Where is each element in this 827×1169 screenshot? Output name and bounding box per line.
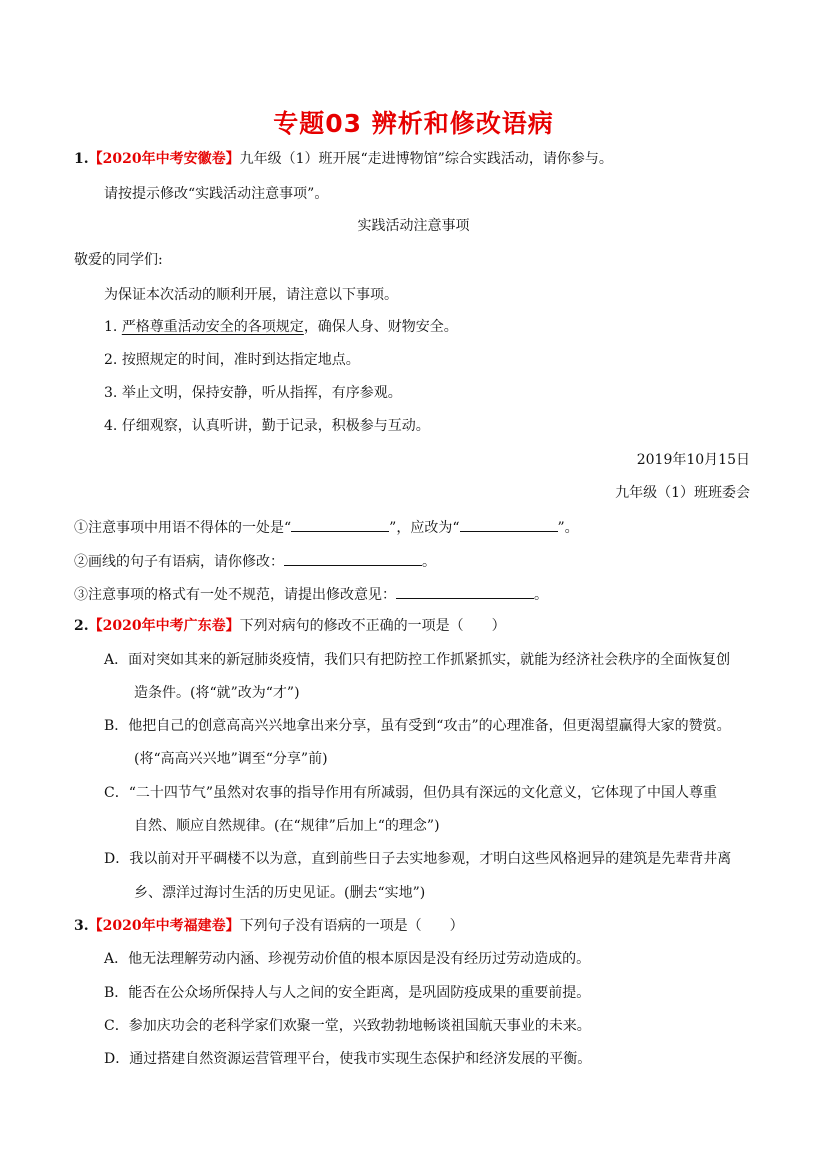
sub-question-text: ②画线的句子有语病，请你修改： bbox=[74, 554, 284, 570]
notice-signer: 九年级（1）班班委会 bbox=[615, 485, 750, 501]
question-text: 下列对病句的修改不正确的一项是（ ） bbox=[239, 618, 506, 634]
notice-heading: 实践活动注意事项 bbox=[357, 218, 470, 234]
item-text: 举止文明，保持安静，听从指挥，有序参观。 bbox=[121, 385, 402, 401]
option-text: 面对突如其来的新冠肺炎疫情，我们只有把防控工作抓紧抓实，就能为经济社会秩序的全面恢复创 bbox=[128, 652, 731, 668]
page-title: 专题03 辨析和修改语病 bbox=[273, 109, 554, 138]
question-source: 【2020年中考福建卷】 bbox=[88, 918, 240, 934]
option-label: C． bbox=[104, 785, 129, 801]
answer-blank[interactable] bbox=[291, 517, 389, 532]
question-1-stem bbox=[74, 150, 613, 168]
question-source: 【2020年中考安徽卷】 bbox=[88, 151, 240, 167]
question-number: 1. bbox=[74, 151, 89, 167]
option-2a-line2: 造条件。(将“就”改为“才”) bbox=[134, 685, 300, 701]
sub-question-text: ①注意事项中用语不得体的一处是“ bbox=[74, 520, 292, 536]
item-number: 2. bbox=[104, 352, 118, 368]
question-source: 【2020年中考广东卷】 bbox=[88, 618, 240, 634]
option-label: A． bbox=[104, 652, 129, 668]
question-2-stem bbox=[74, 617, 506, 635]
question-3-stem bbox=[74, 917, 464, 935]
notice-date: 2019年10月15日 bbox=[636, 452, 750, 468]
item-text: 仔细观察，认真听讲，勤于记录，积极参与互动。 bbox=[121, 418, 430, 434]
underlined-sentence: 严格尊重活动安全的各项规定 bbox=[121, 319, 304, 335]
question-text: 九年级（1）班开展“走进博物馆”综合实践活动，请你参与。 bbox=[239, 151, 613, 167]
notice-greeting: 敬爱的同学们: bbox=[74, 252, 163, 268]
option-text: 他无法理解劳动内涵、珍视劳动价值的根本原因是没有经历过劳动造成的。 bbox=[128, 951, 591, 967]
sub-question-3 bbox=[74, 584, 548, 604]
answer-blank[interactable] bbox=[284, 551, 422, 566]
item-number: 3. bbox=[104, 385, 118, 401]
item-text: ，确保人身、财物安全。 bbox=[303, 319, 458, 335]
option-text: 通过搭建自然资源运营管理平台，使我市实现生态保护和经济发展的平衡。 bbox=[129, 1051, 592, 1067]
option-3b bbox=[104, 984, 590, 1002]
option-3a bbox=[104, 950, 590, 968]
question-number: 3. bbox=[74, 918, 89, 934]
sub-question-text: ”，应改为“ bbox=[389, 520, 460, 536]
question-number: 2. bbox=[74, 618, 89, 634]
option-text: “二十四节气”虽然对农事的指导作用有所减弱，但仍具有深远的文化意义，它体现了中国人尊重 bbox=[128, 785, 718, 801]
sub-question-1 bbox=[74, 517, 579, 537]
option-2d-line2: 乡、漂洋过海讨生活的历史见证。(删去“实地”) bbox=[134, 885, 426, 901]
option-2c-line2: 自然、顺应自然规律。(在“规律”后加上“的理念”) bbox=[134, 818, 440, 834]
option-text: 能否在公众场所保持人与人之间的安全距离，是巩固防疫成果的重要前提。 bbox=[128, 985, 591, 1001]
option-label: A． bbox=[104, 951, 129, 967]
option-text: 我以前对开平碉楼不以为意，直到前些日子去实地参观，才明白这些风格迥异的建筑是先辈背井离 bbox=[129, 851, 732, 867]
option-2b-line2: (将“高高兴兴地”调至“分享”前) bbox=[134, 751, 328, 767]
notice-item-2 bbox=[104, 351, 360, 369]
notice-item-3 bbox=[104, 384, 402, 402]
option-2c-line1 bbox=[104, 784, 717, 802]
question-1-instruction: 请按提示修改“实践活动注意事项”。 bbox=[104, 186, 329, 202]
option-2b-line1 bbox=[104, 717, 731, 735]
question-text: 下列句子没有语病的一项是（ ） bbox=[239, 918, 464, 934]
option-label: C． bbox=[104, 1018, 129, 1034]
sub-question-2 bbox=[74, 551, 436, 571]
sub-question-text: 。 bbox=[534, 587, 548, 603]
notice-intro: 为保证本次活动的顺利开展，请注意以下事项。 bbox=[104, 287, 398, 303]
item-text: 按照规定的时间，准时到达指定地点。 bbox=[121, 352, 360, 368]
option-text: 他把自己的创意高高兴兴地拿出来分享，虽有受到“攻击”的心理准备，但更渴望赢得大家的赞赏。 bbox=[128, 718, 731, 734]
sub-question-text: ”。 bbox=[557, 520, 579, 536]
option-label: B． bbox=[104, 985, 129, 1001]
option-label: B． bbox=[104, 718, 129, 734]
item-number: 4. bbox=[104, 418, 118, 434]
notice-item-4 bbox=[104, 417, 430, 435]
answer-blank[interactable] bbox=[396, 584, 534, 599]
notice-item-1 bbox=[104, 318, 458, 336]
option-label: D． bbox=[104, 1051, 130, 1067]
option-3d bbox=[104, 1050, 591, 1068]
option-label: D． bbox=[104, 851, 130, 867]
answer-blank[interactable] bbox=[460, 517, 558, 532]
option-3c bbox=[104, 1017, 591, 1035]
option-2d-line1 bbox=[104, 850, 731, 868]
item-number: 1. bbox=[104, 319, 118, 335]
option-text: 参加庆功会的老科学家们欢聚一堂，兴致勃勃地畅谈祖国航天事业的未来。 bbox=[128, 1018, 591, 1034]
option-2a-line1 bbox=[104, 651, 730, 669]
sub-question-text: ③注意事项的格式有一处不规范，请提出修改意见： bbox=[74, 587, 396, 603]
sub-question-text: 。 bbox=[422, 554, 436, 570]
